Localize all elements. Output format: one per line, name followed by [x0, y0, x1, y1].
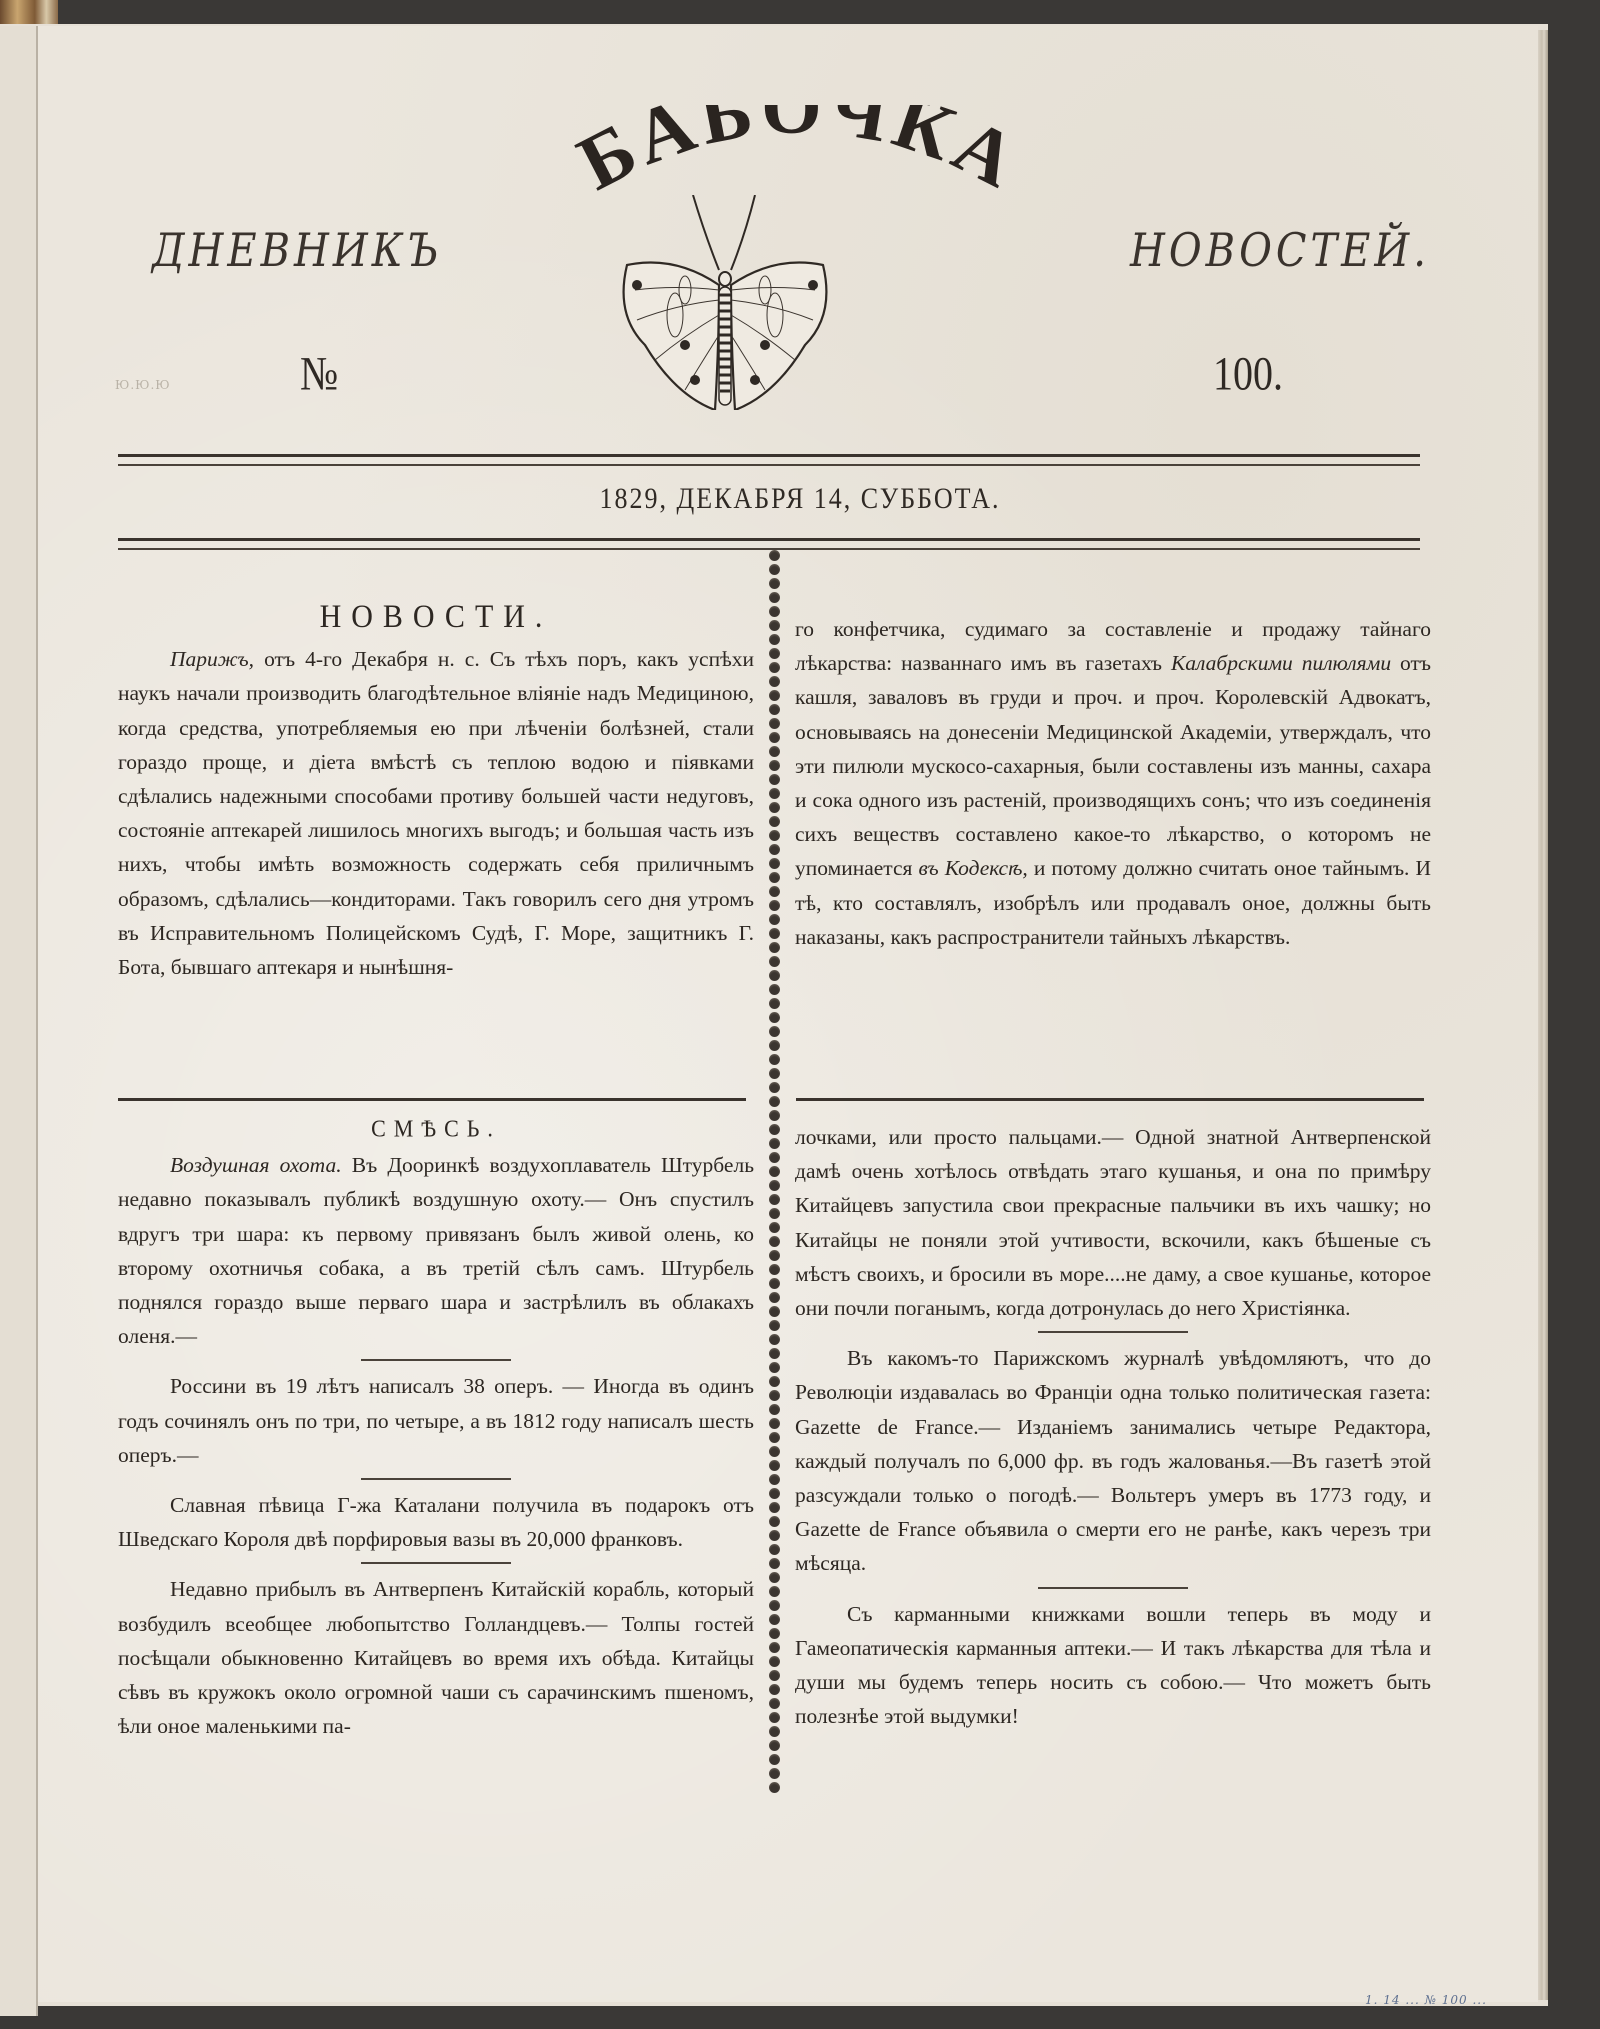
item-separator	[361, 1562, 511, 1564]
news-paragraph-continued: го конфетчика, судимаго за составленiе и продажу тайнаго лѣкарства: названнаго имъ въ газетахъ Калабрскими пилюлями отъ кашля, заваловъ въ груди и проч. и проч. Королевскiй Адвокатъ, основываясь на донесенiи Медицинской Академiи, утверждалъ, что эти пилюли мускосо-сахарныя, были составлены изъ манны, сахара и сока одного изъ растенiй, производящихъ сонъ; что изъ соединенiя сихъ веществъ составлено какое-то лѣкарство, о которомъ не упоминается въ Кодексѣ, и потому должно считать оное тайнымъ. И тѣ, кто составлялъ, изобрѣлъ или продавалъ оное, должны быть наказаны, какъ распространители тайныхъ лѣкарствъ.	[795, 617, 1432, 949]
miscellany-heading: СМѢСЬ.	[371, 1114, 501, 1143]
butterfly-icon	[615, 195, 835, 410]
item-separator	[361, 1478, 511, 1480]
misc-item-pocket-books: Съ карманными книжками вошли теперь въ моду и Гамеопатическiя карманныя аптеки.— И такъ лѣкарства для тѣла и души мы будемъ теперь носить съ собою.— Что можетъ быть полезнѣе этой выдумки!	[795, 1601, 1431, 1729]
handwritten-margin-note: 1. 14 ... № 100 ...	[1365, 1993, 1487, 2007]
svg-text:БАБОЧКА	[564, 105, 1035, 206]
issue-number: 100.	[1213, 346, 1283, 401]
misc-item-catalani: Славная пѣвица Г-жа Каталани получила въ подарокъ отъ Шведскаго Короля двѣ порфировыя вазы въ 20,000 франковъ.	[118, 1493, 754, 1552]
item-separator	[1038, 1331, 1188, 1333]
section-rule-right	[796, 1098, 1424, 1101]
masthead-title-text: БАБОЧКА	[564, 105, 1036, 207]
faint-stamp: Ю.Ю.Ю	[115, 378, 171, 392]
misc-item-rossini: Россини въ 19 лѣтъ написалъ 38 оперъ. — Иногда въ одинъ годъ сочинялъ онъ по три, по четыре, а въ 1812 году написалъ шесть оперъ.—	[118, 1374, 754, 1467]
misc-item-air-hunt: Воздушная охота. Въ Дооринкѣ воздухоплаватель Штурбель недавно показывалъ публикѣ воздушную охоту.— Онъ спустилъ вдругъ три шара: къ первому привязанъ былъ живой олень, ко второму охотничья собака, а въ третiй сѣлъ самъ. Штурбель поднялся гораздо выше перваго шара и застрѣлилъ въ облакахъ оленя.—	[118, 1153, 755, 1349]
book-binding	[0, 0, 58, 24]
misc-item-chinese-ship: Недавно прибылъ въ Антверпенъ Китайскiй корабль, который возбудилъ всеобщее любопытство Голландцевъ.— Толпы гостей посѣщали обыкновенно Китайцевъ во время ихъ обѣда. Китайцы сѣвъ въ кружокъ около огромной чаши съ сарачинскимъ пшеномъ, ѣли оное маленькими па-	[118, 1577, 754, 1739]
item-separator	[1038, 1587, 1188, 1589]
masthead-subtitle-left: ДНЕВНИКЪ	[152, 224, 443, 278]
news-heading: НОВОСТИ.	[319, 598, 553, 635]
miscellany-left-column	[118, 1112, 754, 1743]
miscellany-right-column	[795, 1120, 1431, 1733]
item-separator	[361, 1359, 511, 1361]
column-divider	[766, 550, 782, 1775]
misc-item-chinese-ship-continued: лочками, или просто пальцами.— Одной знатной Антверпенской дамѣ очень хотѣлось отвѣдать этаго кушанья, и она по примѣру Китайцевъ запустила свои прекрасные пальчики въ ихъ чашку; но Китайцы не поняли этой учтивости, вскочили, какъ бѣшеные съ мѣстъ своихъ, и бросили въ море....не даму, а свое кушанье, которое они почли поганымъ, когда дотронулась до него Христiянка.	[795, 1125, 1431, 1321]
misc-item-gazette: Въ какомъ-то Парижскомъ журналѣ увѣдомляютъ, что до Революцiи издавалась во Францiи одна только политическая газета: Gazette de France.— Изданiемъ занимались четыре Редактора, каждый получалъ по 6,000 фр. въ годъ жалованья.—Въ газетѣ этой разсуждали только о погодѣ.— Вольтеръ умеръ въ 1773 году, и Gazette de France объявила о смерти его не ранѣе, какъ черезъ три мѣсяца.	[795, 1346, 1431, 1576]
news-right-column	[795, 612, 1431, 954]
news-left-column	[118, 600, 754, 984]
previous-page-edge	[0, 26, 38, 2016]
dateline: 1829, ДЕКАБРЯ 14, СУББОТА.	[599, 481, 1001, 516]
masthead-subtitle-right: НОВОСТЕЙ.	[1130, 224, 1430, 278]
dateline-city: Парижъ,	[170, 647, 255, 672]
masthead-rule-top	[118, 454, 1420, 466]
page-edge	[1538, 30, 1548, 2000]
issue-label: №	[300, 346, 339, 401]
news-paragraph: Парижъ, отъ 4-го Декабря н. с. Съ тѣхъ поръ, какъ успѣхи наукъ начали производить благодѣтельное влiянiе надъ Медициною, когда средства, употребляемыя ею при лѣченiи болѣзней, стали гораздо проще, и дiета вмѣстѣ съ теплою водою и пiявками сдѣлались надежными способами противу большей части недуговъ, состоянiе аптекарей лишилось многихъ выгодъ; и большая часть изъ нихъ, чтобы имѣть возможность содержать себя приличнымъ образомъ, сдѣлались—кондиторами. Такъ говорилъ сего дня утромъ въ Исправительномъ Полицейскомъ Судѣ, Г. Море, защитникъ Г. Бота, бывшаго аптекаря и нынѣшня-	[118, 647, 755, 980]
section-rule-left	[118, 1098, 746, 1101]
masthead-rule-bottom	[118, 538, 1420, 550]
